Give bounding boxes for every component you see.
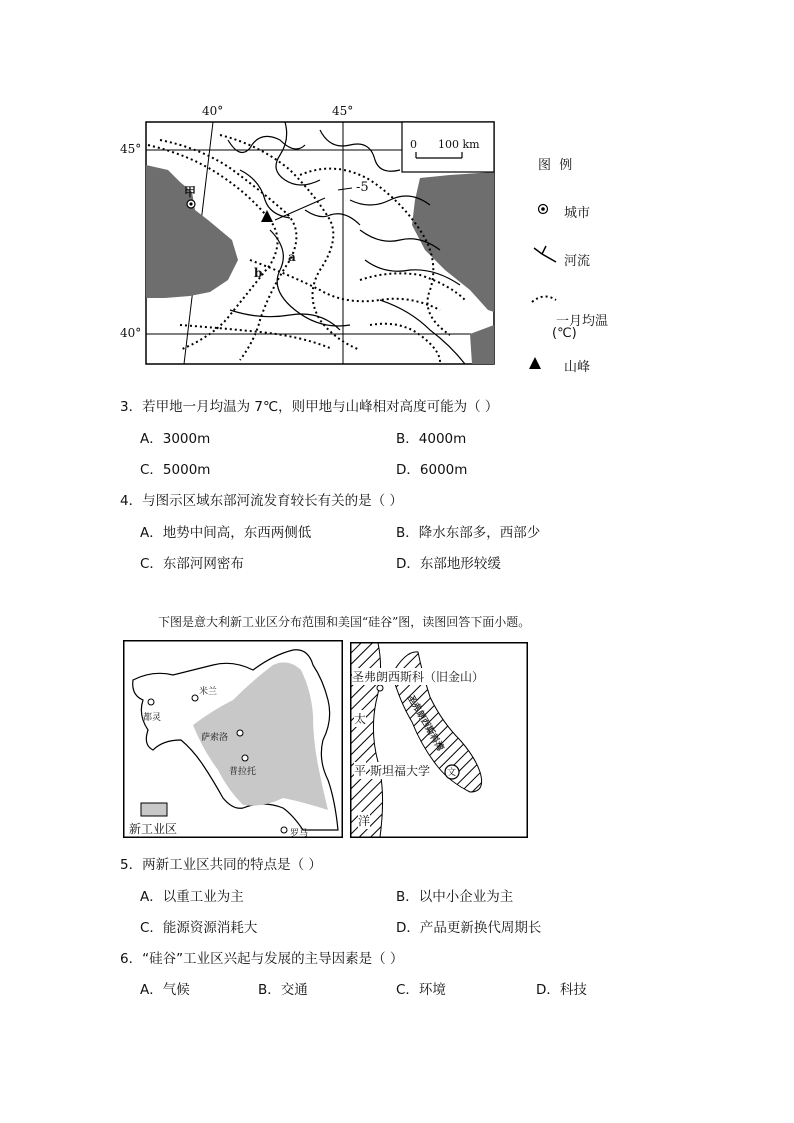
pacific-label-3: 洋 (358, 814, 371, 828)
question-6-option-c: C．环境 (396, 982, 446, 998)
legend-city-label: 城市 (564, 206, 591, 221)
silicon-valley-map (350, 642, 528, 838)
question-4-option-c: C．东部河网密布 (140, 556, 244, 572)
lon-label-40: 40° (202, 104, 224, 118)
stanford-label: 斯坦福大学 (370, 764, 431, 778)
question-4-stem: 4．与图示区域东部河流发育较长有关的是（ ） (120, 493, 403, 509)
legend-city-icon (536, 202, 550, 216)
question-5-option-d: D．产品更新换代周期长 (396, 920, 542, 936)
lat-label-40: 40° (120, 326, 142, 340)
italy-map (123, 640, 343, 838)
question-5-option-a: A．以重工业为主 (140, 889, 244, 905)
turin-dot (148, 699, 154, 705)
question-3-option-c: C．5000m (140, 462, 211, 478)
italy-map-svg (123, 640, 343, 838)
question-4-option-a: A．地势中间高，东西两侧低 (140, 525, 312, 541)
legend-isotherm-icon (530, 292, 558, 304)
scale-zero: 0 (410, 138, 417, 151)
map1-legend (522, 150, 632, 380)
sassuolo-label: 萨索洛 (201, 733, 229, 743)
milan-label: 米兰 (199, 687, 218, 697)
point-a-label: a (288, 250, 296, 264)
isotherm-label: -5 (356, 180, 369, 195)
pacific-label-2: 平 (354, 764, 367, 778)
pacific-label-1: 太 (354, 712, 367, 726)
stanford-school-symbol: 文 (447, 768, 457, 778)
legend-peak-label: 山峰 (564, 360, 591, 375)
lon-label-45: 45° (332, 104, 354, 118)
sassuolo-dot (237, 730, 243, 736)
question-5-stem: 5．两新工业区共同的特点是（ ） (120, 857, 322, 873)
lat-label-45: 45° (120, 142, 142, 156)
turin-label: 都灵 (143, 713, 162, 723)
legend-isotherm-label-1: 一月均温 (556, 314, 609, 329)
sf-label: 圣弗朗西斯科（旧金山） (352, 670, 485, 684)
prato-dot (242, 755, 248, 761)
prato-label: 普拉托 (229, 767, 257, 777)
question-6-option-a: A．气候 (140, 982, 190, 998)
question-4-option-b: B．降水东部多，西部少 (396, 525, 541, 541)
question-6-option-b: B．交通 (258, 982, 308, 998)
question-6-option-d: D．科技 (536, 982, 587, 998)
caucasus-map (120, 100, 500, 370)
point-b-label: b (254, 266, 263, 280)
question-4-option-d: D．东部地形较缓 (396, 556, 501, 572)
question-3-option-b: B．4000m (396, 431, 467, 447)
question-3-option-a: A．3000m (140, 431, 211, 447)
scale-text: 100 km (438, 138, 480, 151)
question-6-stem: 6．“硅谷”工业区兴起与发展的主导因素是（ ） (120, 951, 404, 967)
legend-river-label: 河流 (564, 254, 591, 269)
sf-dot (377, 685, 383, 691)
question-3-stem: 3．若甲地一月均温为 7℃，则甲地与山峰相对高度可能为（ ） (120, 399, 499, 415)
rome-dot (281, 827, 287, 833)
city-jia-label: 甲 (184, 185, 197, 199)
legend-river-icon (532, 244, 558, 264)
milan-dot (192, 695, 198, 701)
question-5-option-b: B．以中小企业为主 (396, 889, 514, 905)
question-5-option-c: C．能源资源消耗大 (140, 920, 258, 936)
legend-title: 图 例 (538, 158, 573, 173)
question-3-option-d: D．6000m (396, 462, 468, 478)
legend-peak-icon (528, 356, 542, 370)
bay-label: 圣弗朗西斯科湾 (404, 693, 445, 754)
italy-legend-label: 新工业区 (129, 822, 178, 836)
section-intro: 下图是意大利新工业区分布范围和美国“硅谷”图，读图回答下面小题。 (158, 615, 531, 629)
legend-isotherm-label-2: (℃) (552, 326, 577, 341)
rome-label: 罗马 (290, 829, 309, 839)
